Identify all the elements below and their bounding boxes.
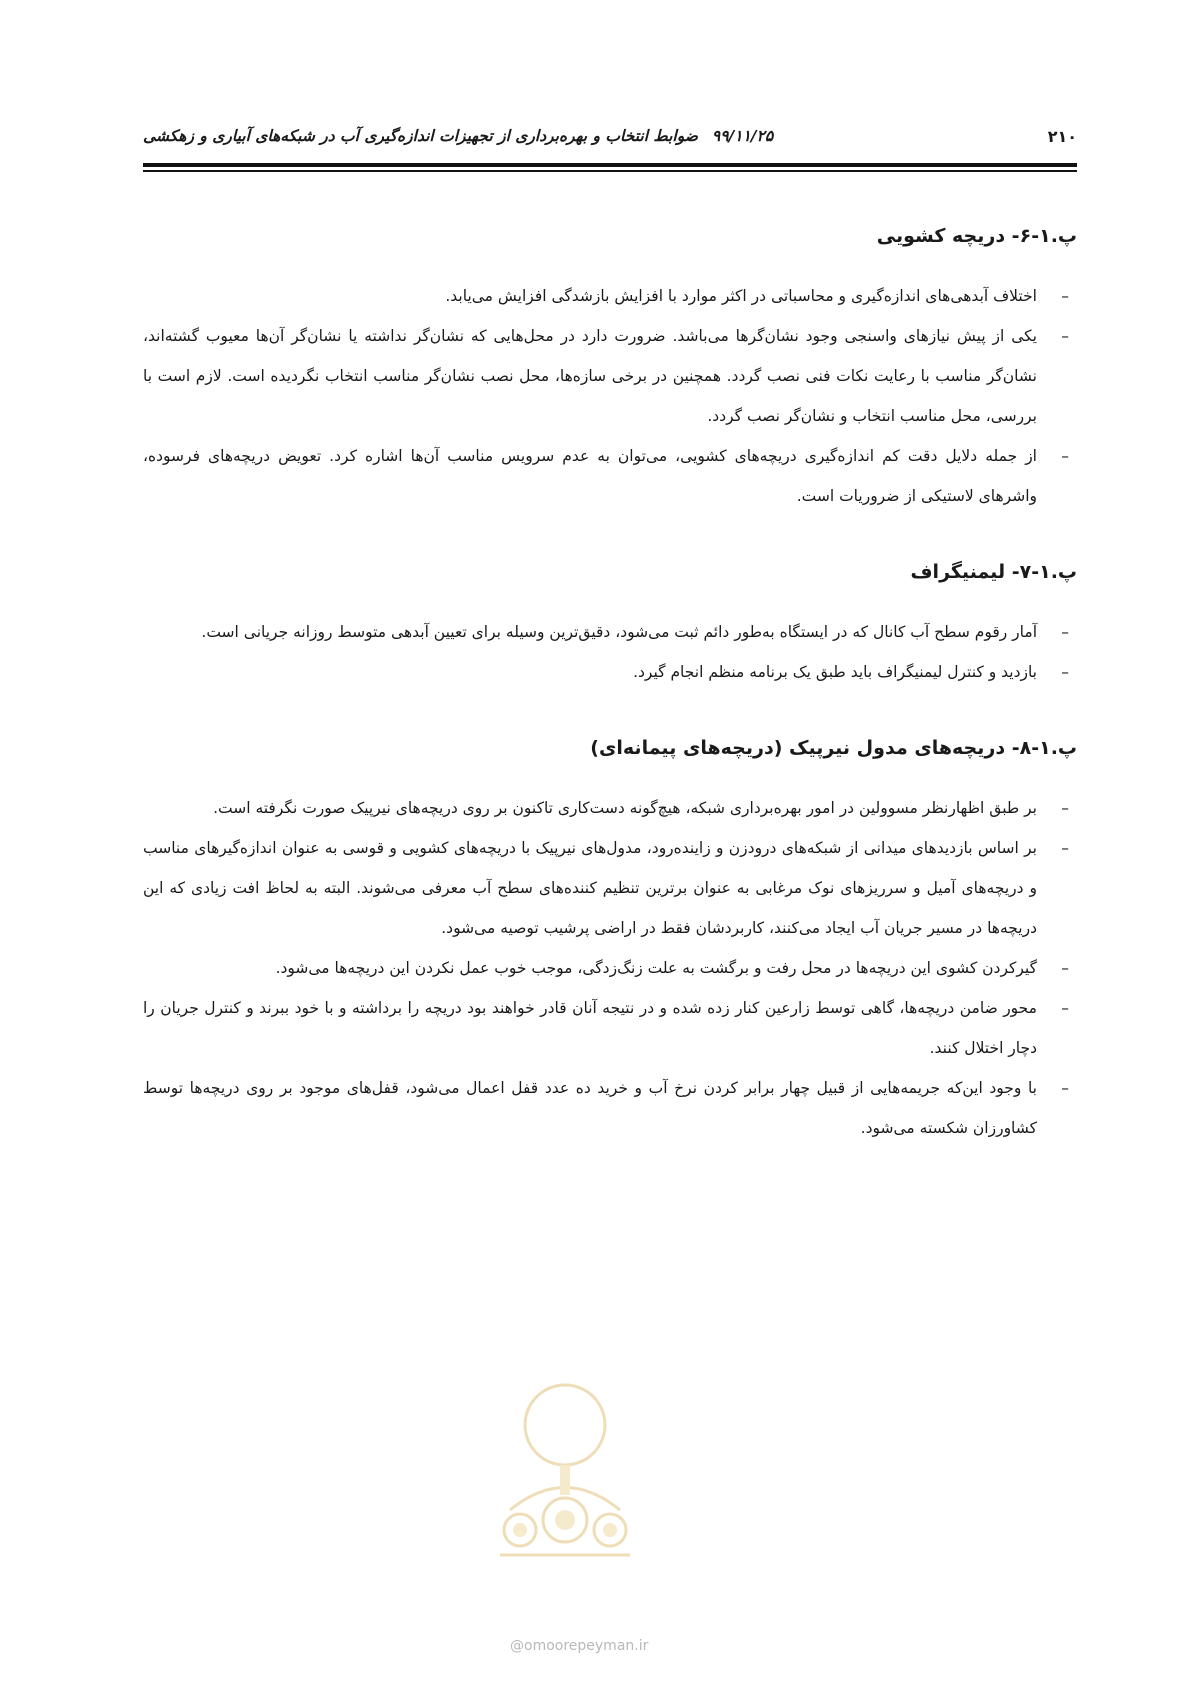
dash-icon: –: [1061, 799, 1069, 817]
bullet-text: گیرکردن کشوی این دریچه‌ها در محل رفت و برگشت به علت زنگ‌زدگی، موجب خوب عمل نکردن این دریچه‌ها می‌شود.: [275, 959, 1037, 977]
bullet-text: بر اساس بازدیدهای میدانی از شبکه‌های درودزن و زاینده‌رود، مدول‌های نیرپیک با دریچه‌های کشویی و قوسی به عنوان اندازه‌گیرهای مناسب و دریچه‌های آمیل و سرریزهای نوک مرغابی به عنوان برترین تنظیم کننده‌های سطح آب معرفی می‌شوند. البته به لحاظ افت زیادی که این دریچه‌ها در مسیر جریان آب ایجاد می‌کنند، کاربردشان فقط در اراضی پرشیب توصیه می‌شود.: [143, 839, 1037, 937]
bullet-item: [143, 316, 1077, 436]
bullet-text: با وجود این‌که جریمه‌هایی از قبیل چهار برابر کردن نرخ آب و خرید ده عدد قفل اعمال می‌شود، قفل‌های موجود بر روی دریچه‌ها توسط کشاورزان شکسته می‌شود.: [143, 1079, 1037, 1137]
dash-icon: –: [1061, 447, 1069, 465]
bullet-list: [143, 612, 1077, 692]
header-title: ضوابط انتخاب و بهره‌برداری از تجهیزات اندازه‌گیری آب در شبکه‌های آبیاری و زهکشی: [143, 127, 698, 145]
page-number: ۲۱۰: [1047, 127, 1077, 146]
dash-icon: –: [1061, 959, 1069, 977]
section-heading: پ.۱-۷- لیمنیگراف: [910, 561, 1077, 583]
dash-icon: –: [1061, 663, 1069, 681]
dash-icon: –: [1061, 287, 1069, 305]
bullet-text: یکی از پیش نیازهای واسنجی وجود نشان‌گرها می‌باشد. ضرورت دارد در محل‌هایی که نشان‌گر نداشته یا نشان‌گر آن‌ها معیوب گشته‌اند، نشان‌گر مناسب با رعایت نکات فنی نصب گردد. همچنین در برخی سازه‌ها، محل نصب نشان‌گر مناسب انتخاب نگردیده است. لازم است با بررسی، محل مناسب انتخاب و نشان‌گر نصب گردد.: [143, 327, 1037, 425]
section-heading: پ.۱-۶- دریچه کشویی: [876, 225, 1077, 247]
bullet-item: [143, 828, 1077, 948]
dash-icon: –: [1061, 1079, 1069, 1097]
section-sliding-gate: [143, 222, 1077, 516]
dash-icon: –: [1061, 839, 1069, 857]
header-rule-thick: [143, 163, 1077, 167]
bullet-text: محور ضامن دریچه‌ها، گاهی توسط زارعین کنار زده شده و در نتیجه آنان قادر خواهند بود دریچه را برداشته و با خود ببرند و کنترل جریان را دچار اختلال کنند.: [143, 999, 1037, 1057]
dash-icon: –: [1061, 999, 1069, 1017]
page-header: [143, 127, 1077, 157]
bullet-item: [143, 1068, 1077, 1148]
bullet-list: [143, 788, 1077, 1148]
section-limnigraph: [143, 558, 1077, 692]
bullet-text: آمار رقوم سطح آب کانال که در ایستگاه به‌طور دائم ثبت می‌شود، دقیق‌ترین وسیله برای تعیین آبدهی متوسط روزانه جریانی است.: [201, 623, 1037, 641]
bullet-item: [143, 988, 1077, 1068]
watermark-logo-icon: [480, 1370, 650, 1570]
bullet-text: اختلاف آبدهی‌های اندازه‌گیری و محاسباتی در اکثر موارد با افزایش بازشدگی افزایش می‌یابد.: [445, 287, 1037, 305]
dash-icon: –: [1061, 327, 1069, 345]
bullet-item: [143, 612, 1077, 652]
bullet-item: [143, 652, 1077, 692]
bullet-item: [143, 276, 1077, 316]
header-rule-thin: [143, 170, 1077, 172]
section-neyrpic-gates: [143, 734, 1077, 1148]
header-date: ۹۹/۱۱/۲۵: [711, 127, 774, 145]
bullet-text: بر طبق اظهارنظر مسوولین در امور بهره‌برداری شبکه، هیچ‌گونه دست‌کاری تاکنون بر روی دریچه‌های نیرپیک صورت نگرفته است.: [213, 799, 1037, 817]
bullet-item: [143, 436, 1077, 516]
section-heading: پ.۱-۸- دریچه‌های مدول نیرپیک (دریچه‌های پیمانه‌ای): [590, 737, 1077, 759]
main-content: [143, 222, 1077, 1148]
running-title: [143, 127, 773, 145]
bullet-text: بازدید و کنترل لیمنیگراف باید طبق یک برنامه منظم انجام گیرد.: [633, 663, 1037, 681]
watermark-url: @omoorepeyman.ir: [510, 1638, 649, 1654]
bullet-list: [143, 276, 1077, 516]
bullet-item: [143, 788, 1077, 828]
bullet-text: از جمله دلایل دقت کم اندازه‌گیری دریچه‌های کشویی، می‌توان به عدم سرویس مناسب آن‌ها اشاره کرد. تعویض دریچه‌های فرسوده، واشرهای لاستیکی از ضروریات است.: [143, 447, 1037, 505]
dash-icon: –: [1061, 623, 1069, 641]
bullet-item: [143, 948, 1077, 988]
